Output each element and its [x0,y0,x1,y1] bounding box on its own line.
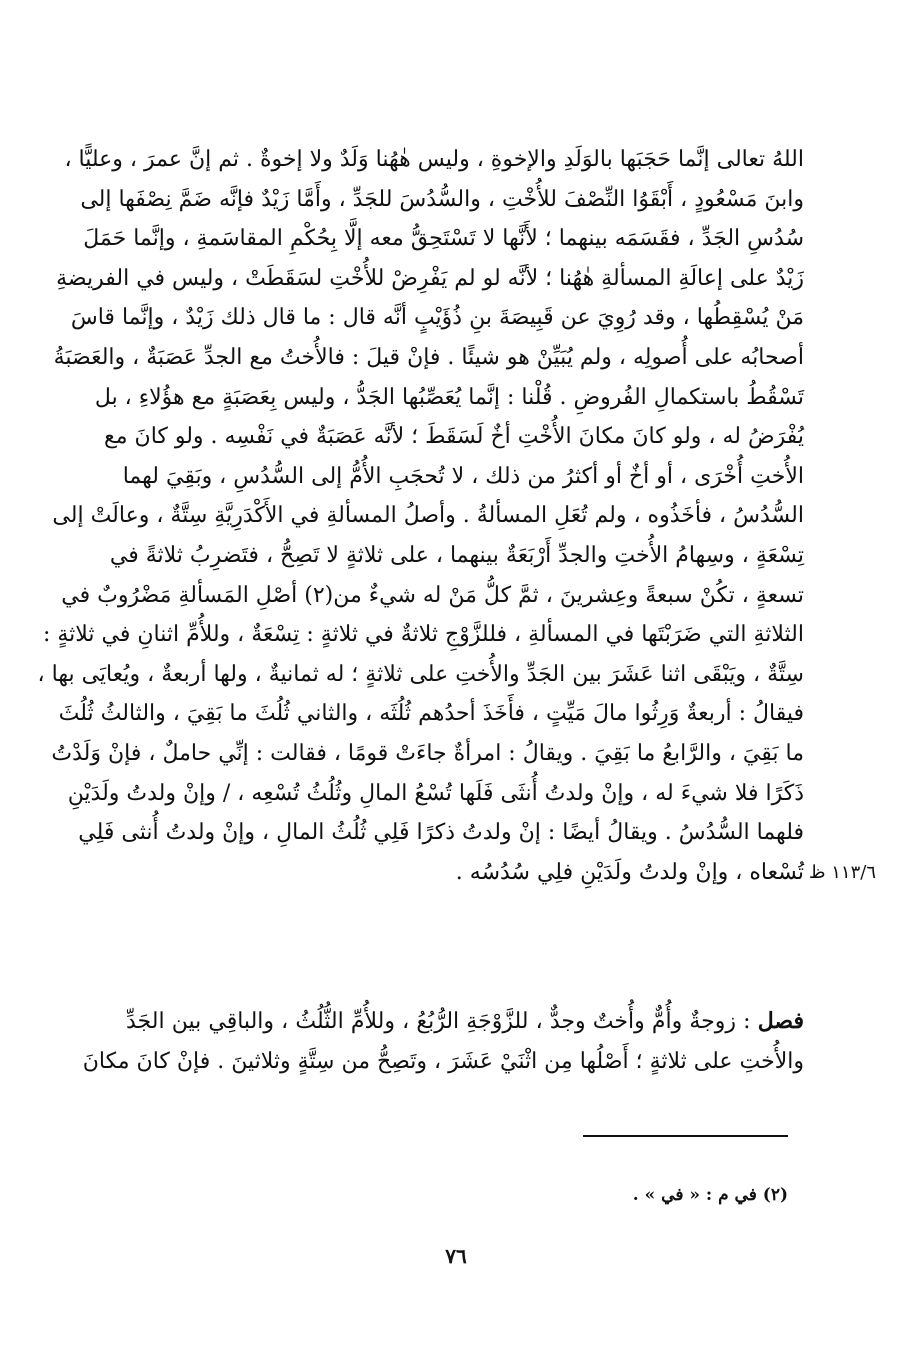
text-line: مَنْ يُسْقِطُها ، وقد رُوِيَ عن قَبِيصَةَ بنِ ذُؤَيْبٍ أنَّه قال : ما قال ذلك زَيْدٌ ، وإنَّما قاسَ [70,305,804,331]
page-number: ٧٦ [445,1244,467,1268]
text-line: أصحابُه على أُصولِه ، ولم يُبَيِّنْ هو شيئًا . فإنْ قيلَ : فالأُختُ مع الجدِّ عَصَبَةٌ ، والعَصَبَةُ [53,344,804,370]
text-line: وابنَ مَسْعُودٍ ، أَبْقَوُا النِّصْفَ للأُخْتِ ، والسُّدُسَ للجَدِّ ، وأَمَّا زَيْدٌ فإنَّه ضَمَّ نِصْفَها إلى [80,186,804,212]
footnote: (٢) في م : « في » . [632,1185,788,1205]
text-line: السُّدُسُ ، فأخَذُوه ، ولم تُعَلِ المسألةُ . وأصلُ المسألةِ في الأَكْدَرِيَّةِ سِتَّةٌ ، وعالَتْ إلى [52,503,804,529]
main-text [37,140,804,892]
fasl-line-text: : زوجةٌ وأُمٌّ وأُختٌ وجدٌّ ، للزَّوْجَةِ الرُّبُعُ ، وللأُمِّ الثُّلُثُ ، والباقِي بين الجَدِّ [126,1009,751,1034]
fasl-line [126,1002,804,1042]
text-line: الأُختِ أُخْرَى ، أو أخٌ أو أكثرُ من ذلك ، لا تُحجَبِ الأُمُّ إلى السُّدُسِ ، وبَقِيَ لهما [122,463,804,489]
text-line: ذَكَرًا فلا شيءَ له ، وإنْ ولدتُ أُنثَى فَلَها تُسْعُ المالِ وثُلُثُ تُسْعِه ، / وإنْ ولدتُ ولَدَيْنِ [67,780,804,806]
text-line: يُفْرَضُ له ، ولو كانَ مكانَ الأُخْتِ أخٌ لَسَقَطَ ؛ لأنَّه عَصَبَةٌ في نَفْسِه . ولو كانَ مع [104,424,804,450]
text-line: تِسْعَةٍ ، وسِهامُ الأُختِ والجدِّ أَرْبَعَةٌ بينهما ، على ثلاثةٍ لا تَصِحُّ ، فتَضرِبُ ثلاثةً في [109,542,804,568]
text-line: تُسْعاه ، وإنْ ولدتُ ولَدَيْنِ فلِي سُدُسُه . [455,859,804,885]
text-line: زَيْدٌ على إعالَةِ المسألةِ هٰهُنا ؛ لأنَّه لو لم يَفْرِضْ للأُخْتِ لسَقَطَتْ ، وليس في الفريضةِ [56,265,804,291]
footnote-divider [583,1135,788,1137]
text-line: سُدُسِ الجَدِّ ، فقَسَمَه بينهما ؛ لأَنَّها لا تَسْتَحِقُّ معه إلَّا بِحُكْمِ المقاسَمةِ ، وإنَّما حَمَلَ [83,226,804,252]
text-line: ما بَقِيَ ، والرَّابعُ ما بَقِيَ . ويقالُ : امرأةٌ جاءَتْ قومًا ، فقالت : إنِّي حاملٌ ، فإنْ وَلَدْتُ [51,740,804,766]
text-line: تَسْقُطُ باستكمالِ الفُروضِ . قُلْنا : إنَّما يُعَصِّبُها الجَدُّ ، وليس بِعَصَبَةٍ مع هؤُلاءِ ، بل [94,384,804,410]
text-line: تسعةٍ ، تكُنْ سبعةً وعِشرينَ ، ثمَّ كلُّ مَنْ له شيءٌ من(٢) أصْلِ المَسألةِ مَضْرُوبٌ في [61,582,804,608]
fasl-section [82,1002,804,1081]
text-line: الثلاثةِ التي ضَرَبْتَها في المسألةِ ، فللزَّوْجِ ثلاثةٌ في ثلاثةٍ : تِسْعَةٌ ، وللأُمِّ اثنانِ في ثلاثةٍ : [42,622,804,648]
margin-folio-note: ١١٣/٦ ظ [808,862,876,883]
text-line: فيقالُ : أربعةٌ وَرِثُوا مالَ مَيِّتٍ ، فأَخَذَ أحدُهم ثُلُثَه ، والثاني ثُلُثَ ما بَقِيَ ، والثالثُ ثُلُثَ [58,701,804,727]
text-line: فلهما السُّدُسُ . ويقالُ أيضًا : إنْ ولدتُ ذكرًا فَلِي ثُلُثُ المالِ ، وإنْ ولدتُ أُنثى فَلِي [78,820,804,846]
fasl-heading: فصل [757,1008,804,1034]
text-line: اللهُ تعالى إنَّما حَجَبَها بالوَلَدِ والإخوةِ ، وليس هٰهُنا وَلَدٌ ولا إخوةٌ . ثم إنَّ عمرَ ، وعليًّا ، [64,147,804,172]
text-line: سِتَّةٌ ، ويَبْقَى اثنا عَشَرَ بين الجَدِّ والأُختِ على ثلاثةٍ ؛ له ثمانيةٌ ، ولها أربعةٌ ، ويُعايَى بها ، [37,661,804,687]
fasl-line: والأُختِ على ثلاثةٍ ؛ أَصْلُها مِن اثْنَيْ عَشَرَ ، وتَصِحُّ من سِتَّةٍ وثلاثينَ . فإنْ كانَ مكانَ [82,1048,804,1074]
